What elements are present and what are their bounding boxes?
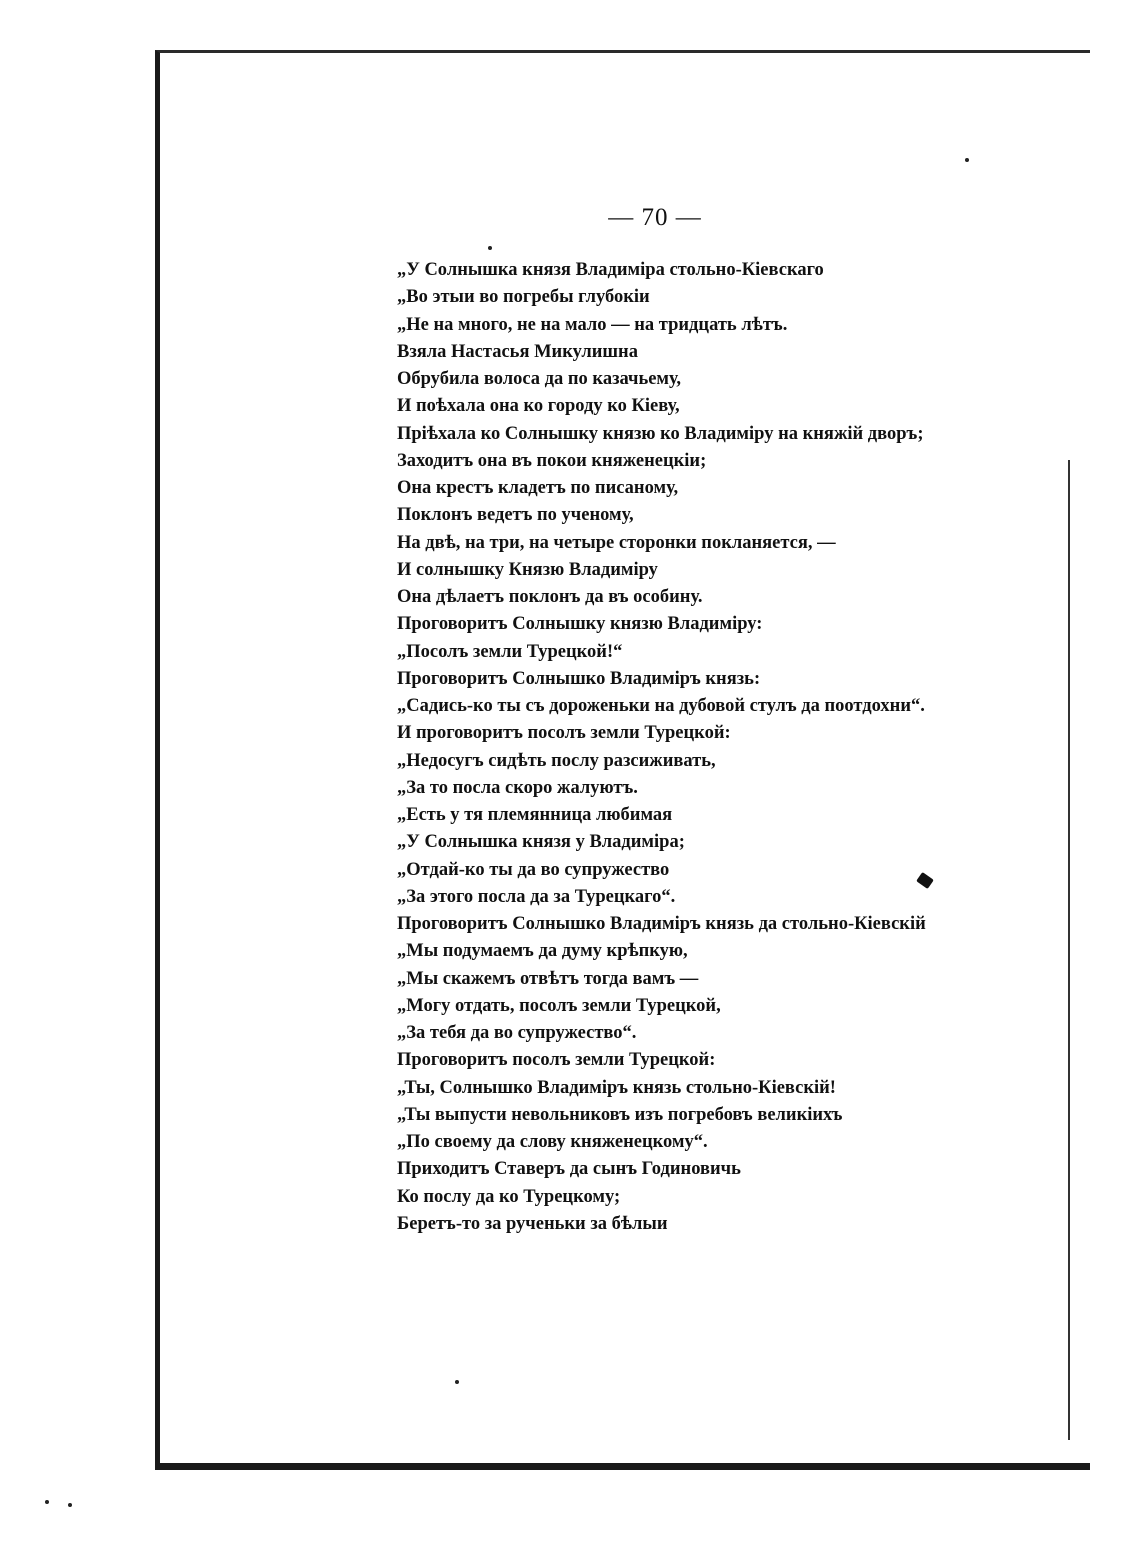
text-line: „За то посла скоро жалуютъ.	[397, 777, 638, 798]
text-line: Заходитъ она въ покои княженецкіи;	[397, 450, 707, 471]
text-line: Она дѣлаетъ поклонъ да въ особину.	[397, 587, 703, 607]
text-line: И солнышку Князю Владиміру	[397, 559, 658, 580]
text-line: На двѣ, на три, на четыре сторонки покланяется, —	[397, 532, 836, 553]
page-number: — 70 —	[608, 204, 702, 231]
text-line: „Могу отдать, посолъ земли Турецкой,	[397, 995, 721, 1016]
text-line: „За тебя да во супружество“.	[397, 1023, 637, 1043]
text-line: „Ты, Солнышко Владиміръ князь стольно-Кіевскій!	[397, 1077, 836, 1098]
text-line: И поѣхала она ко городу ко Кіеву,	[397, 396, 680, 417]
text-line: „Не на много, не на мало — на тридцать лѣтъ.	[397, 314, 788, 335]
text-line: Взяла Настасья Микулишна	[397, 341, 638, 362]
text-line: „Во этыи во погребы глубокіи	[397, 287, 650, 308]
ink-speck	[68, 1503, 72, 1507]
text-line: Обрубила волоса да по казачьему,	[397, 369, 682, 389]
text-line: „Мы скажемъ отвѣтъ тогда вамъ —	[397, 968, 699, 989]
text-line: Поклонъ ведетъ по ученому,	[397, 505, 634, 526]
text-line: „За этого посла да за Турецкаго“.	[397, 886, 676, 907]
text-line: Проговоритъ Солнышко Владиміръ князь да стольно-Кіевскій	[397, 914, 926, 934]
text-line: „Недосугъ сидѣть послу разсиживать,	[397, 750, 716, 771]
text-line: „У Солнышка князя у Владиміра;	[397, 832, 685, 853]
text-line: Проговоритъ посолъ земли Турецкой:	[397, 1050, 716, 1071]
text-line: Проговоритъ Солнышку князю Владиміру:	[397, 614, 763, 635]
text-line: „Ты выпусти невольниковъ изъ погребовъ великіихъ	[397, 1104, 843, 1125]
text-line: Приходитъ Ставеръ да сынъ Годиновичь	[397, 1159, 741, 1180]
text-line: Проговоритъ Солнышко Владиміръ князь:	[397, 668, 761, 689]
text-line: „Отдай-ко ты да во супружество	[397, 859, 670, 880]
poem-text	[397, 257, 997, 1238]
text-line: И проговоритъ посолъ земли Турецкой:	[397, 723, 731, 744]
text-line: „По своему да слову княженецкому“.	[397, 1132, 708, 1152]
ink-speck	[488, 246, 492, 250]
text-line: Она крестъ кладетъ по писаному,	[397, 478, 679, 498]
text-line: „Посолъ земли Турецкой!“	[397, 641, 623, 662]
ink-speck	[45, 1500, 49, 1504]
text-line: „Садись-ко ты съ дороженьки на дубовой стулъ да поотдохни“.	[397, 696, 925, 716]
ink-speck	[965, 158, 969, 162]
text-line: Ко послу да ко Турецкому;	[397, 1186, 621, 1207]
text-line: Беретъ-то за рученьки за бѣлыи	[397, 1213, 668, 1234]
ink-speck	[455, 1380, 459, 1384]
text-line: „У Солнышка князя Владиміра стольно-Кіевскаго	[397, 260, 824, 280]
text-line: Пріѣхала ко Солнышку князю ко Владиміру на княжій дворъ;	[397, 423, 924, 444]
text-line: „Мы подумаемъ да думу крѣпкую,	[397, 941, 688, 962]
text-line: „Есть у тя племянница любимая	[397, 805, 673, 825]
right-margin-rule	[1068, 460, 1070, 1440]
